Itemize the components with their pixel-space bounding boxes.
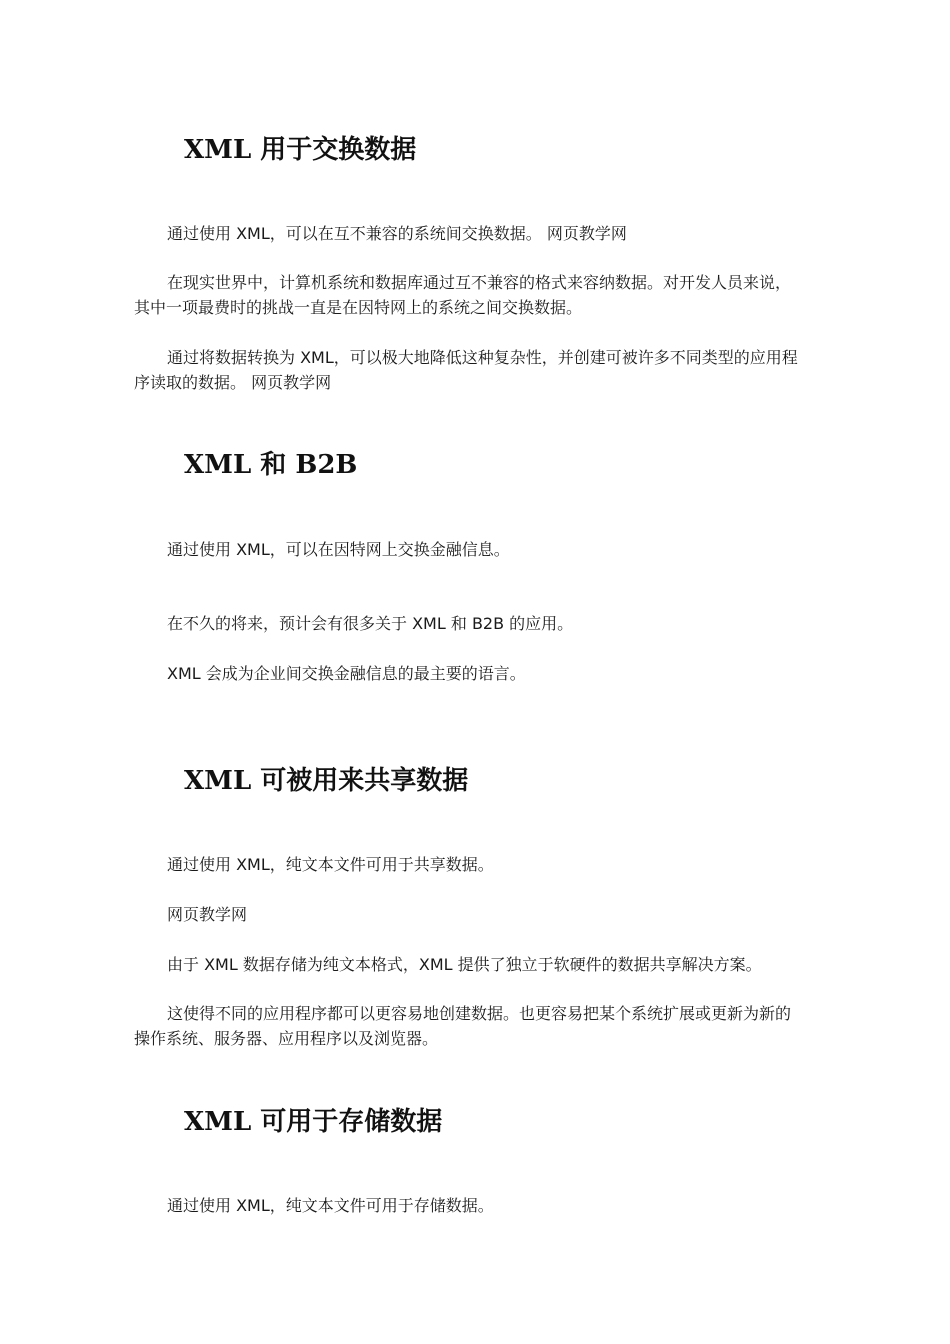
paragraph: 通过使用 XML，可以在互不兼容的系统间交换数据。 网页教学网 xyxy=(167,224,627,243)
paragraph: 由于 XML 数据存储为纯文本格式，XML 提供了独立于软硬件的数据共享解决方案。 xyxy=(167,955,762,974)
paragraph: 这使得不同的应用程序都可以更容易地创建数据。也更容易把某个系统扩展或更新为新的操作系统、服务器、应用程序以及浏览器。 xyxy=(134,1004,792,1048)
paragraph: 网页教学网 xyxy=(167,905,248,924)
paragraph: 通过使用 XML，纯文本文件可用于存储数据。 xyxy=(167,1196,494,1215)
section-heading-b2b: XML 和 B2B xyxy=(184,450,358,480)
paragraph: XML 会成为企业间交换金融信息的最主要的语言。 xyxy=(167,664,526,683)
section-heading-share: XML 可被用来共享数据 xyxy=(184,766,469,796)
section-heading-store: XML 可用于存储数据 xyxy=(184,1107,443,1137)
paragraph: 在现实世界中，计算机系统和数据库通过互不兼容的格式来容纳数据。对开发人员来说，其中一项最费时的挑战一直是在因特网上的系统之间交换数据。 xyxy=(134,273,792,317)
paragraph: 通过使用 XML，纯文本文件可用于共享数据。 xyxy=(167,855,494,874)
paragraph: 通过将数据转换为 XML，可以极大地降低这种复杂性，并创建可被许多不同类型的应用程序读取的数据。 网页教学网 xyxy=(134,348,798,392)
paragraph: 通过使用 XML，可以在因特网上交换金融信息。 xyxy=(167,540,510,559)
section-heading-exchange: XML 用于交换数据 xyxy=(184,135,417,165)
paragraph: 在不久的将来，预计会有很多关于 XML 和 B2B 的应用。 xyxy=(167,614,574,633)
